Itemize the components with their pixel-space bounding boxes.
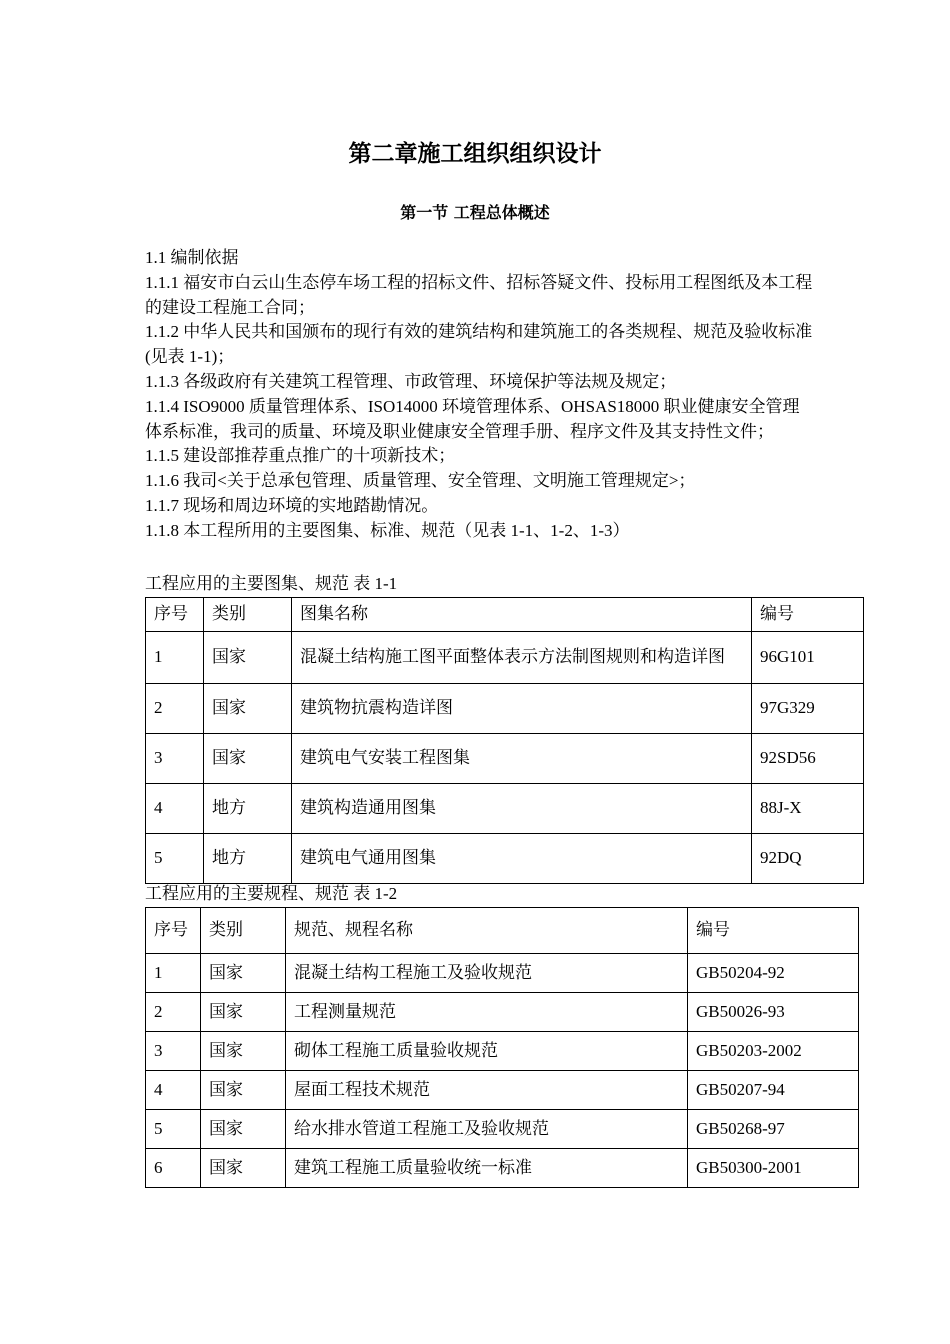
table-cell: 地方 [204,833,292,883]
table-cell: 1 [146,631,204,683]
table-cell: 6 [146,1148,201,1187]
table-row [146,992,859,1031]
table1-block [145,572,864,884]
table-cell: 5 [146,1109,201,1148]
table-cell: 88J-X [752,783,864,833]
table-cell: 国家 [204,631,292,683]
table-cell: 国家 [204,733,292,783]
table-cell: 建筑电气通用图集 [292,833,752,883]
table-row [146,953,859,992]
table-row [146,1148,859,1187]
paragraph-1-1-5: 1.1.5 建设部推荐重点推广的十项新技术； [145,446,456,466]
table-cell: 1 [146,953,201,992]
header-cell: 序号 [146,907,201,953]
table-cell: GB50300-2001 [688,1148,859,1187]
table-cell: 2 [146,683,204,733]
table-row [146,1070,859,1109]
table-cell: 92SD56 [752,733,864,783]
table-cell: GB50268-97 [688,1109,859,1148]
table-cell: 国家 [201,1148,286,1187]
table-cell: 92DQ [752,833,864,883]
table-row [146,1109,859,1148]
table-cell: 屋面工程技术规范 [286,1070,688,1109]
table-cell: 建筑构造通用图集 [292,783,752,833]
body-text [145,246,813,544]
table-cell: 97G329 [752,683,864,733]
standards-table [145,907,859,1188]
table-header-row [146,907,859,953]
paragraph-1-1-3: 1.1.3 各级政府有关建筑工程管理、市政管理、环境保护等法规及规定； [145,371,677,391]
table-cell: 国家 [201,953,286,992]
table-row [146,1031,859,1070]
table-cell: 国家 [204,683,292,733]
table-cell: 5 [146,833,204,883]
section-title: 第一节 工程总体概述 [400,203,550,222]
table-cell: 3 [146,733,204,783]
table-row [146,683,864,733]
table-row [146,733,864,783]
table-row [146,631,864,683]
table2-block [145,882,859,1188]
header-cell: 类别 [201,907,286,953]
table-cell: 建筑工程施工质量验收统一标准 [286,1148,688,1187]
table-header-row [146,597,864,631]
table-cell: 给水排水管道工程施工及验收规范 [286,1109,688,1148]
table-cell: 国家 [201,1031,286,1070]
paragraph-1-1-1: 1.1.1 福安市白云山生态停车场工程的招标文件、招标答疑文件、投标用工程图纸及本工程的建设工程施工合同； [145,272,813,317]
drawing-sets-table [145,597,864,884]
table-cell: 混凝土结构工程施工及验收规范 [286,953,688,992]
table-cell: 2 [146,992,201,1031]
table-cell: GB50204-92 [688,953,859,992]
chapter-title: 第二章施工组织组织设计 [348,141,602,167]
table-cell: 3 [146,1031,201,1070]
table-cell: GB50203-2002 [688,1031,859,1070]
table-row [146,783,864,833]
header-cell: 编号 [752,597,864,631]
table-row [146,833,864,883]
table-cell: 工程测量规范 [286,992,688,1031]
paragraph-1-1-2: 1.1.2 中华人民共和国颁布的现行有效的建筑结构和建筑施工的各类规程、规范及验收标准(见表 1-1)； [145,322,813,367]
table-cell: 国家 [201,992,286,1031]
paragraph-1-1-8: 1.1.8 本工程所用的主要图集、标准、规范（见表 1-1、1-2、1-3） [145,520,630,540]
paragraph-1-1-4: 1.1.4 ISO9000 质量管理体系、ISO14000 环境管理体系、OHSAS18000 职业健康安全管理体系标准，我司的质量、环境及职业健康安全管理手册、程序文件及其支持性文件； [145,396,800,441]
table-cell: 建筑物抗震构造详图 [292,683,752,733]
table-cell: 4 [146,1070,201,1109]
table-cell: GB50026-93 [688,992,859,1031]
header-cell: 类别 [204,597,292,631]
table-cell: 4 [146,783,204,833]
table-cell: 地方 [204,783,292,833]
table-cell: GB50207-94 [688,1070,859,1109]
paragraph-1-1-7: 1.1.7 现场和周边环境的实地踏勘情况。 [145,495,439,515]
header-cell: 规范、规程名称 [286,907,688,953]
table-cell: 96G101 [752,631,864,683]
table-cell: 国家 [201,1070,286,1109]
table-cell: 混凝土结构施工图平面整体表示方法制图规则和构造详图 [292,631,752,683]
table-cell: 建筑电气安装工程图集 [292,733,752,783]
table2-caption: 工程应用的主要规程、规范 表 1-2 [145,884,398,903]
table-cell: 砌体工程施工质量验收规范 [286,1031,688,1070]
paragraph-1-1: 1.1 编制依据 [145,248,239,267]
header-cell: 编号 [688,907,859,953]
table1-caption: 工程应用的主要图集、规范 表 1-1 [145,574,398,593]
paragraph-1-1-6: 1.1.6 我司<关于总承包管理、质量管理、安全管理、文明施工管理规定>； [145,471,696,491]
header-cell: 序号 [146,597,204,631]
table-cell: 国家 [201,1109,286,1148]
header-cell: 图集名称 [292,597,752,631]
